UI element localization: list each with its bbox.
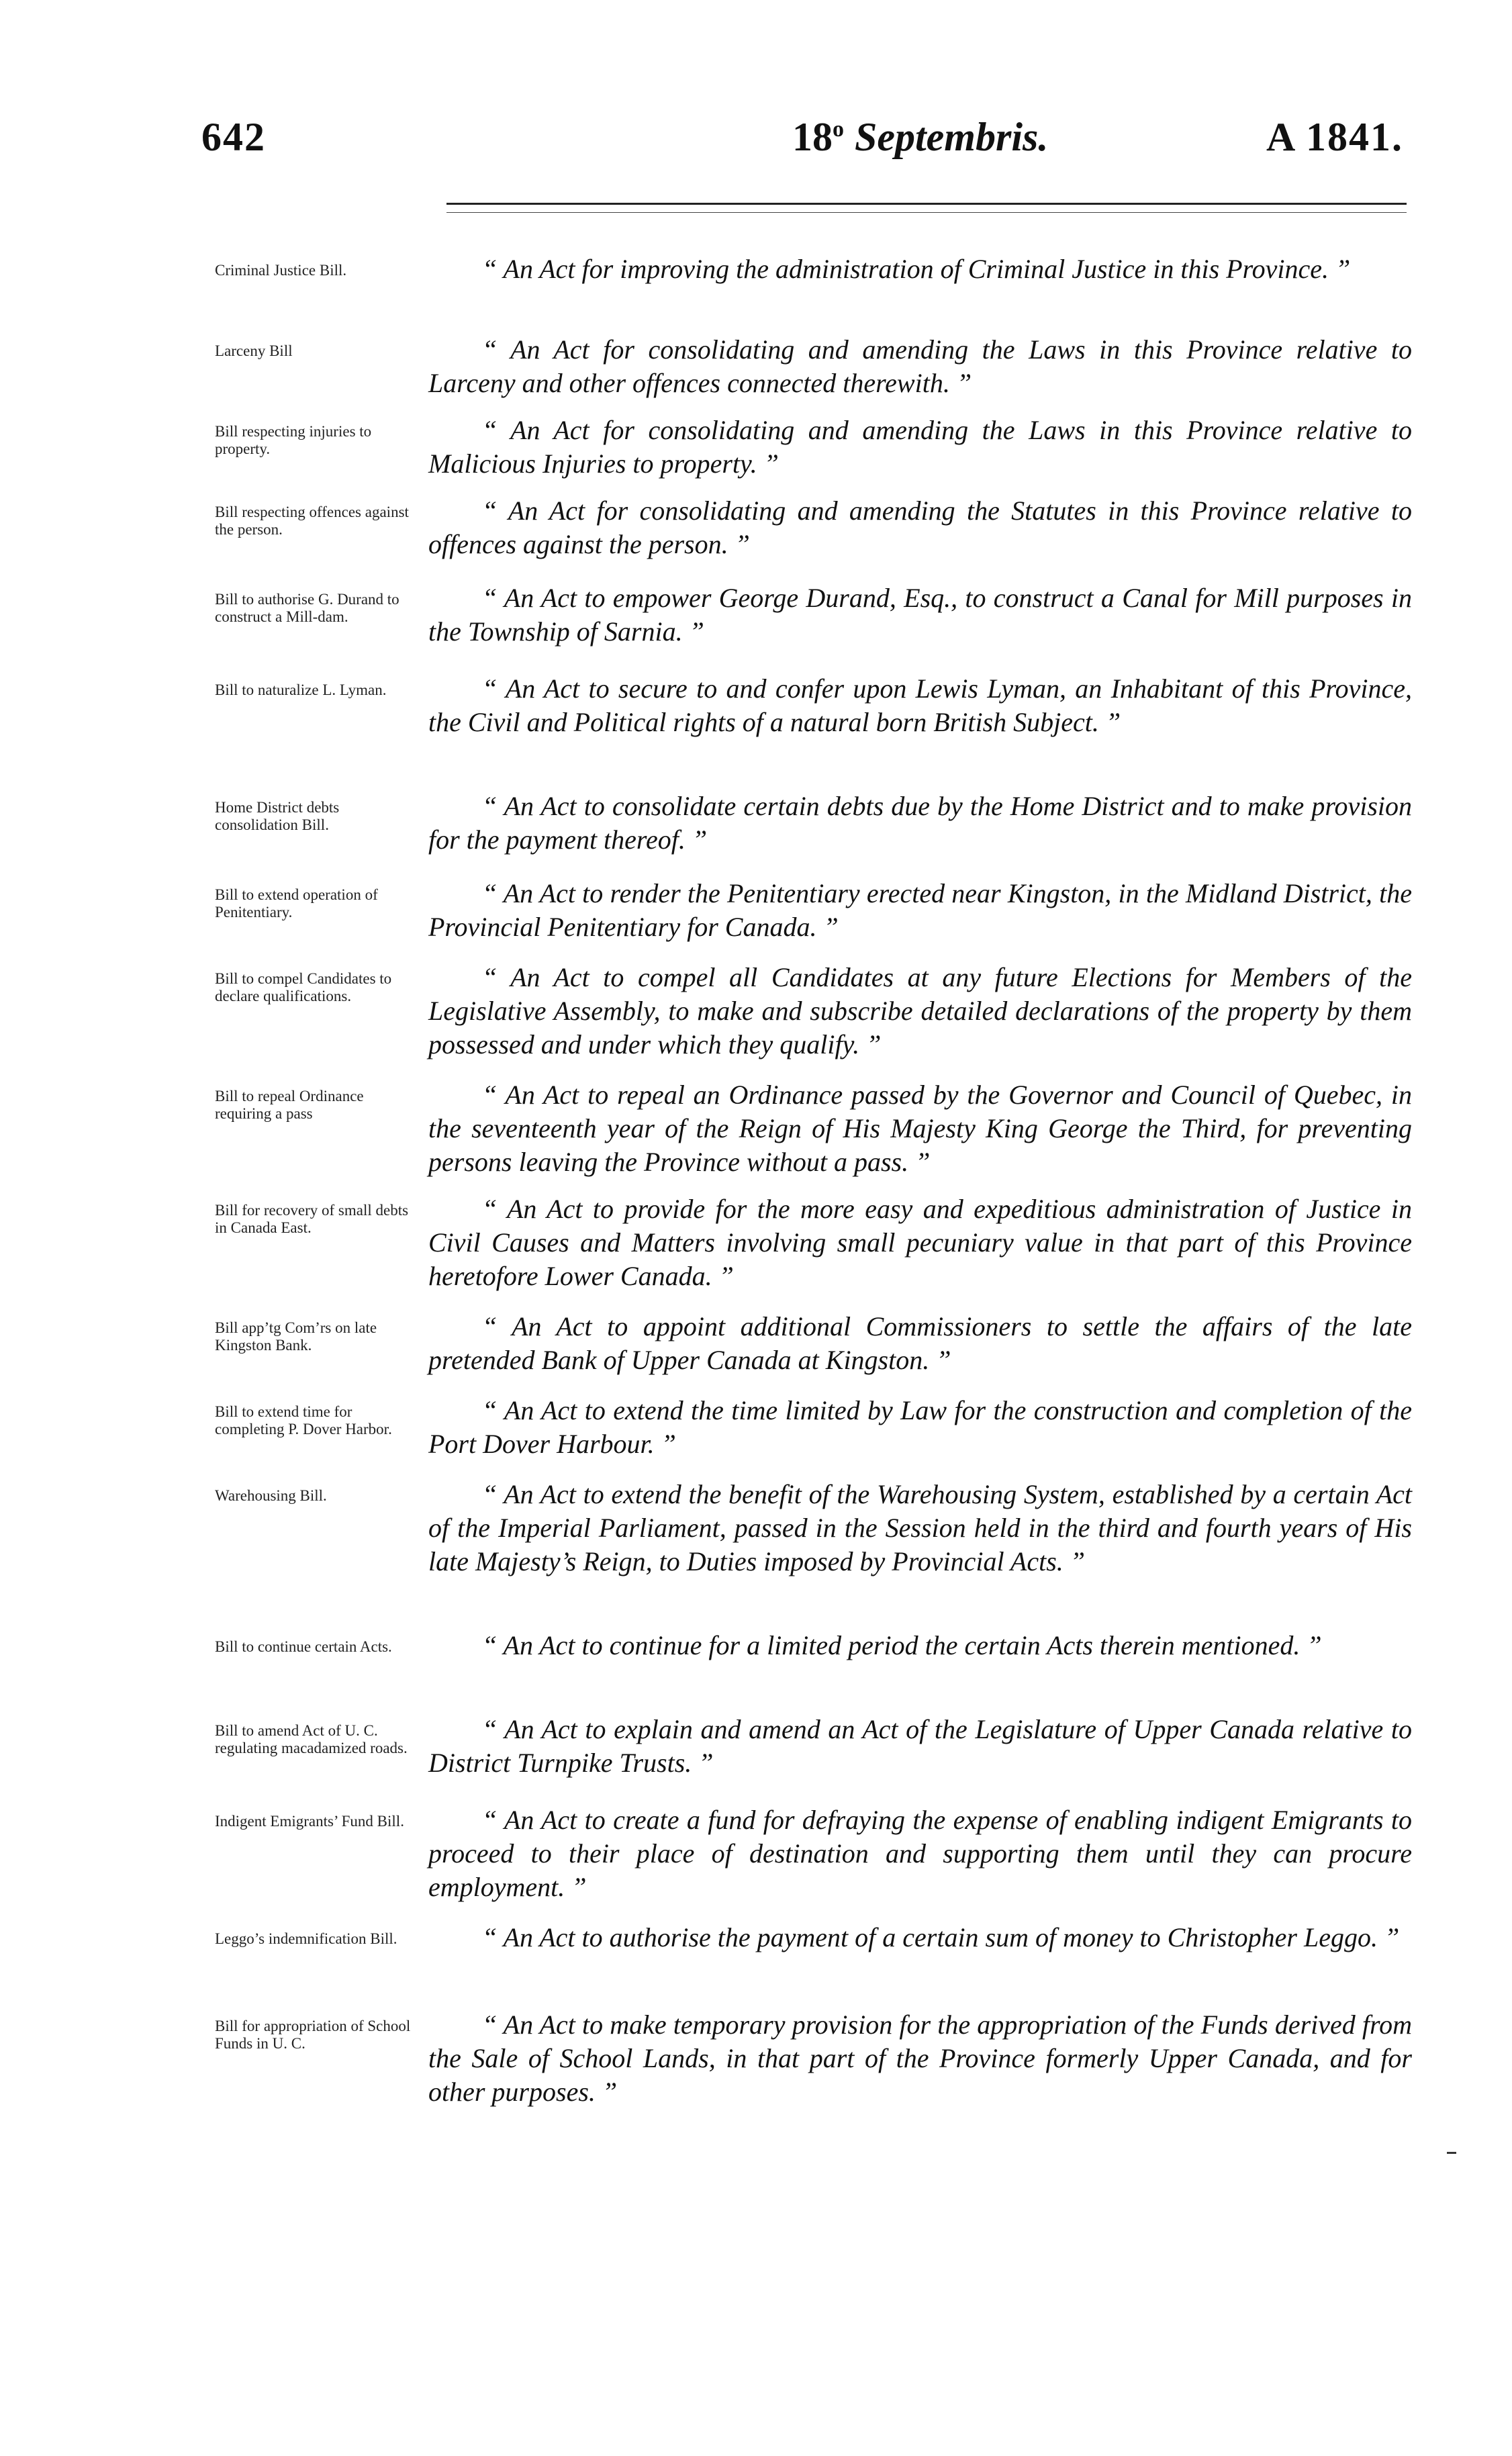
marginal-note: Bill to compel Candidates to declare qualifications. — [215, 970, 392, 1004]
header-date — [792, 114, 1048, 160]
act-title: “ An Act to secure to and confer upon Lewis Lyman, an Inhabitant of this Province, the Civil and Political rights of a natural born British Subject. ” — [428, 673, 1412, 737]
act-title: “ An Act to create a fund for defraying the expense of enabling indigent Emigrants to proceed to their place of destination and supporting them until they can procure employment. ” — [428, 1805, 1412, 1902]
act-title: “ An Act to extend the benefit of the Warehousing System, established by a certain Act of the Imperial Parliament, passed in the Session held in the third and fourth years of His late Majesty’s Reign, to Duties imposed by Provincial Acts. ” — [428, 1479, 1412, 1576]
act-title: “ An Act to continue for a limited period the certain Acts therein mentioned. ” — [482, 1630, 1322, 1660]
header-year: A 1841. — [1266, 115, 1403, 159]
marginal-note: Bill for recovery of small debts in Canada East. — [215, 1202, 409, 1236]
act-title: “ An Act for consolidating and amending the Statutes in this Province relative to offences against the person. ” — [428, 495, 1412, 559]
margin-mark — [1447, 2152, 1456, 2154]
marginal-note: Bill respecting offences against the person. — [215, 504, 409, 538]
marginal-note: Home District debts consolidation Bill. — [215, 799, 340, 833]
act-title: “ An Act to make temporary provision for the appropriation of the Funds derived from the Sale of School Lands, in that part of the Province formerly Upper Canada, and for other purposes. ” — [428, 2010, 1412, 2107]
marginal-note: Bill to authorise G. Durand to construct a Mill-dam. — [215, 591, 399, 625]
act-title: “ An Act to repeal an Ordinance passed by the Governor and Council of Quebec, in the seventeenth year of the Reign of His Majesty King George the Third, for preventing persons leaving the Province without a pass. ” — [428, 1080, 1412, 1177]
marginal-note: Bill respecting injuries to property. — [215, 423, 372, 457]
act-title: “ An Act to render the Penitentiary erected near Kingston, in the Midland District, the Provincial Penitentiary for Canada. ” — [428, 878, 1412, 942]
act-title: “ An Act to consolidate certain debts due by the Home District and to make provision for the payment thereof. ” — [428, 791, 1412, 855]
act-title: “ An Act to empower George Durand, Esq., to construct a Canal for Mill purposes in the Township of Sarnia. ” — [428, 583, 1412, 647]
marginal-note: Bill to repeal Ordinance requiring a pass — [215, 1088, 364, 1122]
act-title: “ An Act for improving the administration of Criminal Justice in this Province. ” — [482, 254, 1351, 284]
marginal-note: Criminal Justice Bill. — [215, 262, 347, 279]
act-title: “ An Act to authorise the payment of a certain sum of money to Christopher Leggo. ” — [482, 1922, 1400, 1952]
header-rule-thin — [446, 212, 1407, 213]
act-title: “ An Act for consolidating and amending the Laws in this Province relative to Malicious Injuries to property. ” — [428, 415, 1412, 479]
act-title: “ An Act to appoint additional Commissioners to settle the affairs of the late pretended Bank of Upper Canada at Kingston. ” — [428, 1311, 1412, 1375]
marginal-note: Bill for appropriation of School Funds in U. C. — [215, 2018, 411, 2052]
act-title: “ An Act to provide for the more easy and expeditious administration of Justice in Civil Causes and Matters involving small pecuniary value in that part of this Province heretofore Lower Canada. ” — [428, 1194, 1412, 1291]
header-rule-thick — [446, 203, 1407, 205]
marginal-note: Bill to continue certain Acts. — [215, 1638, 392, 1655]
act-title: “ An Act to extend the time limited by Law for the construction and completion of the Port Dover Harbour. ” — [428, 1395, 1412, 1459]
marginal-note: Bill to extend operation of Penitentiary. — [215, 886, 378, 920]
marginal-note: Indigent Emigrants’ Fund Bill. — [215, 1813, 404, 1830]
header-day-suffix: o — [833, 117, 844, 142]
header-month: Septembris. — [855, 115, 1049, 159]
marginal-note: Leggo’s indemnification Bill. — [215, 1930, 397, 1947]
marginal-note: Bill app’tg Com’rs on late Kingston Bank. — [215, 1319, 377, 1354]
marginal-note: Warehousing Bill. — [215, 1487, 327, 1504]
page-number: 642 — [201, 115, 266, 159]
header-day: 18 — [792, 115, 833, 159]
page-header — [201, 114, 1403, 175]
marginal-note: Larceny Bill — [215, 342, 293, 359]
marginal-note: Bill to amend Act of U. C. regulating macadamized roads. — [215, 1722, 408, 1756]
marginal-note: Bill to extend time for completing P. Dover Harbor. — [215, 1403, 392, 1437]
act-title: “ An Act to compel all Candidates at any future Elections for Members of the Legislative Assembly, to make and subscribe detailed declarations of the property by them possessed and under which they qualify. ” — [428, 962, 1412, 1059]
act-title: “ An Act for consolidating and amending the Laws in this Province relative to Larceny and other offences connected therewith. ” — [428, 334, 1412, 398]
act-title: “ An Act to explain and amend an Act of the Legislature of Upper Canada relative to District Turnpike Trusts. ” — [428, 1714, 1412, 1778]
marginal-note: Bill to naturalize L. Lyman. — [215, 681, 387, 698]
